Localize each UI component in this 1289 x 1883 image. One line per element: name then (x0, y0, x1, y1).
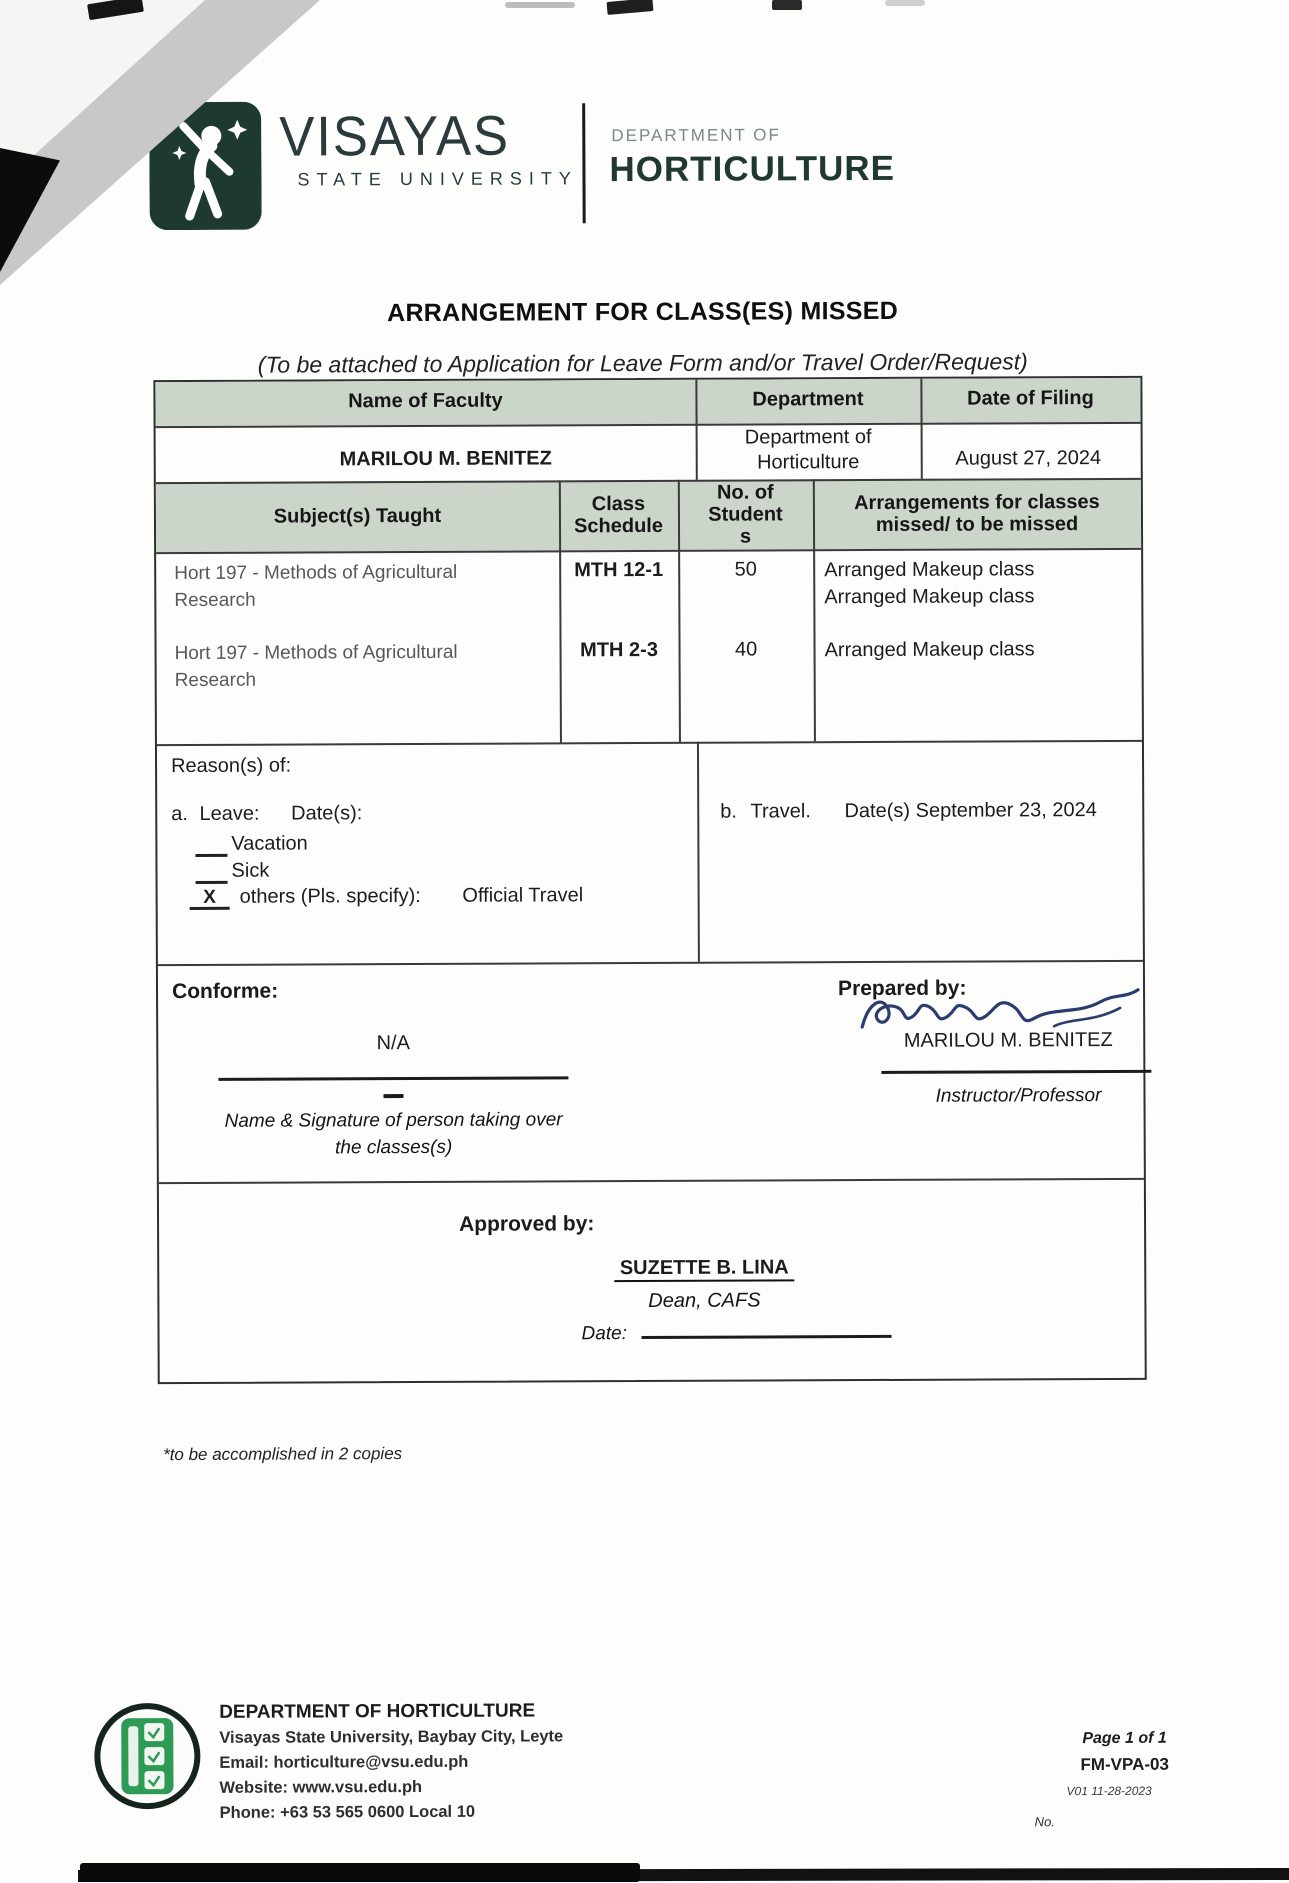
rule (159, 1178, 1144, 1184)
approved-date-row (581, 1317, 891, 1347)
footer-phone: Phone: +63 53 565 0600 Local 10 (219, 1802, 476, 1822)
footnote: *to be accomplished in 2 copies (163, 1444, 403, 1465)
vacation-checkline (195, 832, 227, 857)
page-indicator: Page 1 of 1 (1082, 1729, 1167, 1748)
rule (697, 742, 700, 962)
rule (158, 960, 1143, 966)
form-title: ARRANGEMENT FOR CLASS(ES) MISSED (387, 296, 899, 328)
prepared-by-heading: Prepared by: (837, 976, 967, 1001)
prepared-role: Instructor/Professor (935, 1085, 1102, 1107)
arrangements-cell: Arranged Makeup class (824, 638, 1035, 662)
travel-prefix: b. (720, 800, 737, 823)
schedule-cell: MTH 2-3 (580, 638, 658, 662)
department-eyebrow: DEPARTMENT OF (611, 125, 781, 146)
scan-smudge (505, 2, 575, 8)
date-of-filing: August 27, 2024 (955, 447, 1102, 470)
subject-cell: Hort 197 - Methods of Agricultural Research (174, 561, 458, 612)
travel-value: Date(s) September 23, 2024 (844, 799, 1097, 823)
option-sick (195, 859, 269, 884)
option-vacation (195, 831, 307, 856)
prepared-name: MARILOU M. BENITEZ (903, 1028, 1113, 1052)
leave-prefix: a. (171, 802, 188, 826)
approved-name: SUZETTE B. LINA (614, 1256, 795, 1282)
letterhead-divider (582, 103, 586, 223)
arrangements-cell: Arranged Makeup class Arranged Makeup class (824, 558, 1035, 609)
form-table (153, 376, 1146, 1384)
sick-checkline (195, 859, 227, 884)
col-class-schedule: Class Schedule (573, 492, 664, 538)
form-subtitle: (To be attached to Application for Leave Form and/or Travel Order/Request) (257, 348, 1028, 378)
approved-date-label: Date: (581, 1323, 627, 1345)
travel-label: Travel. (750, 800, 811, 823)
col-department: Department (752, 388, 864, 411)
reasons-heading: Reason(s) of: (171, 754, 292, 778)
form-code: FM-VPA-03 (1080, 1754, 1169, 1775)
conforme-value: N/A (376, 1032, 410, 1055)
university-subtitle: STATE UNIVERSITY (297, 168, 578, 190)
students-cell: 50 (734, 558, 757, 581)
footer-website: Website: www.vsu.edu.ph (219, 1777, 423, 1797)
department-name: HORTICULTURE (609, 148, 896, 190)
form-version: V01 11-28-2023 (1066, 1783, 1152, 1799)
students-cell: 40 (734, 638, 758, 661)
university-name: VISAYAS (279, 103, 511, 168)
option-others (190, 883, 584, 910)
others-label: others (Pls. specify): (239, 884, 421, 908)
stray-mark (383, 1094, 403, 1098)
approved-role: Dean, CAFS (648, 1289, 761, 1312)
footer-address: Visayas State University, Baybay City, Leyte (219, 1727, 564, 1747)
others-value: Official Travel (462, 884, 584, 907)
travel-line (720, 798, 1097, 825)
faculty-department: Department of Horticulture (744, 426, 872, 474)
schedule-cell: MTH 12-1 (574, 558, 664, 582)
approved-by-heading: Approved by: (459, 1212, 595, 1236)
footer-dept: DEPARTMENT OF HORTICULTURE (219, 1700, 536, 1723)
others-checkline: X (190, 885, 230, 910)
faculty-name: MARILOU M. BENITEZ (339, 447, 552, 471)
col-no-of-students: No. of Student s (708, 481, 783, 548)
scan-smudge (885, 0, 925, 6)
subject-cell: Hort 197 - Methods of Agricultural Research (174, 641, 458, 692)
scan-smudge (772, 0, 802, 10)
leave-label: Leave: (199, 802, 260, 825)
conforme-heading: Conforme: (171, 979, 279, 1004)
signature-icon (848, 968, 1148, 1047)
footer-email: Email: horticulture@vsu.edu.ph (219, 1752, 469, 1772)
sick-label: Sick (231, 859, 270, 882)
col-name-of-faculty: Name of Faculty (348, 389, 503, 413)
no-label: No. (1034, 1814, 1055, 1830)
approved-date-line (641, 1317, 891, 1339)
conforme-signature-line (218, 1076, 568, 1081)
dept-footer-logo (92, 1700, 202, 1812)
signature (848, 968, 1148, 1047)
scan-bottom-bar-thick (80, 1863, 640, 1882)
horticulture-logo-icon (92, 1700, 202, 1812)
prepared-signature-line (881, 1070, 1151, 1074)
leave-dates-label: Date(s): (291, 802, 363, 825)
col-date-of-filing: Date of Filing (967, 387, 1094, 410)
leave-line (171, 801, 362, 827)
conforme-caption: Name & Signature of person taking over the classes(s) (224, 1109, 563, 1159)
vacation-label: Vacation (231, 832, 308, 855)
rule (157, 740, 1142, 746)
col-subjects-taught: Subject(s) Taught (273, 504, 442, 528)
col-arrangements: Arrangements for classes missed/ to be missed (854, 491, 1100, 536)
